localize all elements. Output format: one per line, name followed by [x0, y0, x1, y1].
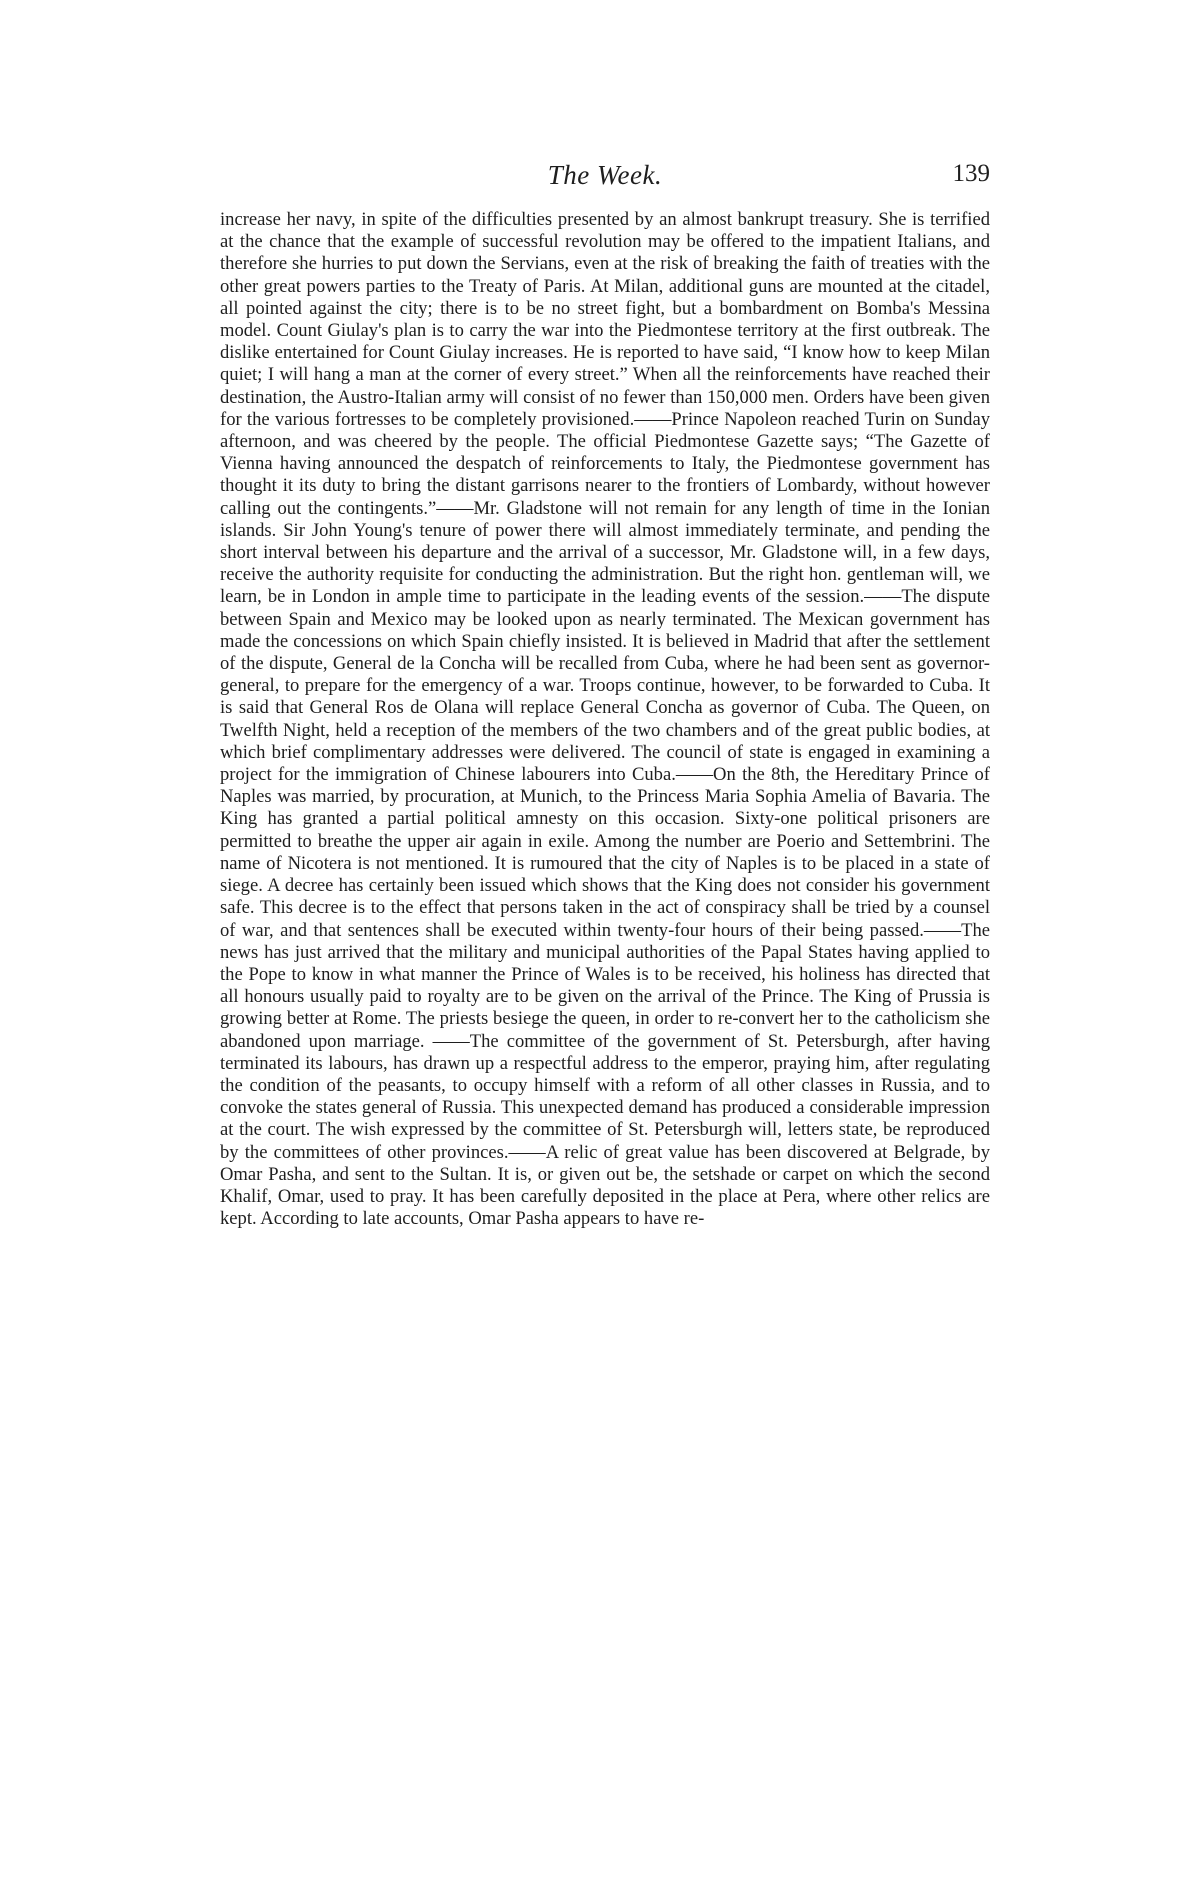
running-title: The Week. [547, 160, 663, 190]
page-number: 139 [952, 160, 990, 187]
page-header [220, 160, 990, 200]
article-body: increase her navy, in spite of the difficulties presented by an almost bankrupt treasury. She is terrified at the chance that the example of successful revolution may be offered to the impatient Italians, and therefore she hurries to put down the Servians, even at the risk of breaking the faith of treaties with the other great powers parties to the Treaty of Paris. At Milan, additional guns are mounted at the citadel, all pointed against the city; there is to be no street fight, but a bombardment on Bomba's Messina model. Count Giulay's plan is to carry the war into the Piedmontese territory at the first outbreak. The dislike entertained for Count Giulay increases. He is reported to have said, “I know how to keep Milan quiet; I will hang a man at the corner of every street.” When all the reinforcements have reached their destination, the Austro-Italian army will consist of no fewer than 150,000 men. Orders have been given for the various fortresses to be completely provisioned.——Prince Napoleon reached Turin on Sunday afternoon, and was cheered by the people. The official Piedmontese Gazette says; “The Gazette of Vienna having announced the despatch of reinforcements to Italy, the Piedmontese government has thought it its duty to bring the distant garrisons nearer to the frontiers of Lombardy, without however calling out the contingents.”——Mr. Gladstone will not remain for any length of time in the Ionian islands. Sir John Young's tenure of power there will almost immediately terminate, and pending the short interval between his departure and the arrival of a successor, Mr. Gladstone will, in a few days, receive the authority requisite for conducting the administration. But the right hon. gentleman will, we learn, be in London in ample time to participate in the leading events of the session.——The dispute between Spain and Mexico may be looked upon as nearly terminated. The Mexican government has made the concessions on which Spain chiefly insisted. It is believed in Madrid that after the settlement of the dispute, General de la Concha will be recalled from Cuba, where he had been sent as governor-general, to prepare for the emergency of a war. Troops continue, however, to be forwarded to Cuba. It is said that General Ros de Olana will replace General Concha as governor of Cuba. The Queen, on Twelfth Night, held a reception of the members of the two chambers and of the great public bodies, at which brief complimentary addresses were delivered. The council of state is engaged in examining a project for the immigration of Chinese labourers into Cuba.——On the 8th, the Hereditary Prince of Naples was married, by procuration, at Munich, to the Princess Maria Sophia Amelia of Bavaria. The King has granted a partial political amnesty on this occasion. Sixty-one political prisoners are permitted to breathe the upper air again in exile. Among the number are Poerio and Settembrini. The name of Nicotera is not mentioned. It is rumoured that the city of Naples is to be placed in a state of siege. A decree has certainly been issued which shows that the King does not consider his government safe. This decree is to the effect that persons taken in the act of conspiracy shall be tried by a counsel of war, and that sentences shall be executed within twenty-four hours of their being passed.——The news has just arrived that the military and municipal authorities of the Papal States having applied to the Pope to know in what manner the Prince of Wales is to be received, his holiness has directed that all honours usually paid to royalty are to be given on the arrival of the Prince. The King of Prussia is growing better at Rome. The priests besiege the queen, in order to re-convert her to the catholicism she abandoned upon marriage. ——The committee of the government of St. Petersburgh, after having terminated its labours, has drawn up a respectful address to the emperor, praying him, after regulating the condition of the peasants, to occupy himself with a reform of all other classes in Russia, and to convoke the states general of Russia. This unexpected demand has produced a considerable impression at the court. The wish expressed by the committee of St. Petersburgh will, letters state, be reproduced by the committees of other provinces.——A relic of great value has been discovered at Belgrade, by Omar Pasha, and sent to the Sultan. It is, or given out be, the setshade or carpet on which the second Khalif, Omar, used to pray. It has been carefully deposited in the place at Pera, where other relics are kept. According to late accounts, Omar Pasha appears to have re- [220, 209, 990, 1230]
